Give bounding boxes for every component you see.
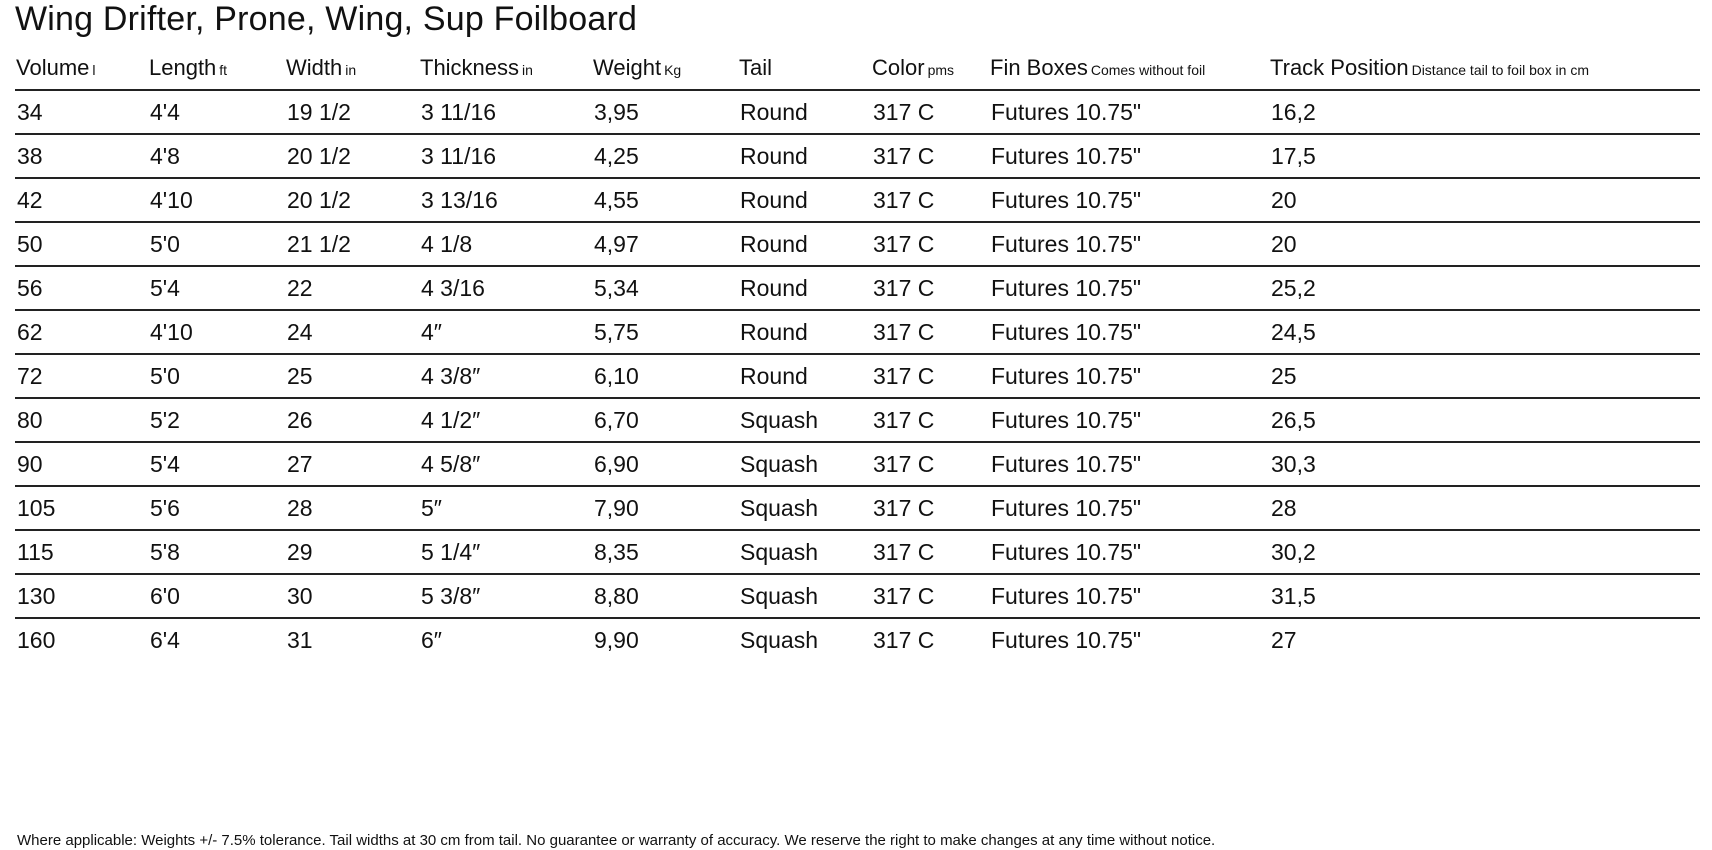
cell-thickness: 4″ bbox=[419, 310, 592, 354]
cell-fin-boxes: Futures 10.75" bbox=[989, 486, 1269, 530]
cell-color: 317 C bbox=[871, 486, 989, 530]
cell-tail: Round bbox=[738, 90, 871, 134]
cell-volume: 90 bbox=[15, 442, 148, 486]
cell-color: 317 C bbox=[871, 398, 989, 442]
table-header bbox=[15, 46, 1700, 90]
cell-tail: Squash bbox=[738, 574, 871, 618]
column-header-unit: Kg bbox=[664, 61, 682, 78]
footer-disclaimer: Where applicable: Weights +/- 7.5% tolerance. Tail widths at 30 cm from tail. No guarantee or warranty of accuracy. We reserve the right to make changes at any time without notice. bbox=[17, 832, 1216, 849]
cell-fin-boxes: Futures 10.75" bbox=[989, 574, 1269, 618]
cell-tail: Squash bbox=[738, 398, 871, 442]
cell-width: 25 bbox=[285, 354, 419, 398]
cell-color: 317 C bbox=[871, 530, 989, 574]
column-header-unit: l bbox=[92, 61, 96, 78]
cell-fin-boxes: Futures 10.75" bbox=[989, 398, 1269, 442]
cell-weight: 5,75 bbox=[592, 310, 738, 354]
cell-tail: Round bbox=[738, 310, 871, 354]
cell-length: 5'4 bbox=[148, 442, 285, 486]
cell-width: 21 1/2 bbox=[285, 222, 419, 266]
cell-width: 29 bbox=[285, 530, 419, 574]
column-header-weight bbox=[592, 46, 738, 90]
cell-color: 317 C bbox=[871, 442, 989, 486]
cell-length: 4'10 bbox=[148, 310, 285, 354]
cell-track-position: 27 bbox=[1271, 626, 1297, 653]
cell-weight: 8,80 bbox=[592, 574, 738, 618]
column-header-width bbox=[285, 46, 419, 90]
cell-thickness: 3 13/16 bbox=[419, 178, 592, 222]
cell-width: 30 bbox=[285, 574, 419, 618]
cell-tail: Squash bbox=[738, 530, 871, 574]
cell-thickness: 4 1/2″ bbox=[419, 398, 592, 442]
cell-weight: 5,34 bbox=[592, 266, 738, 310]
cell-width: 20 1/2 bbox=[285, 134, 419, 178]
column-header-thickness bbox=[419, 46, 592, 90]
cell-width: 22 bbox=[285, 266, 419, 310]
cell-volume: 105 bbox=[15, 486, 148, 530]
cell-color: 317 C bbox=[871, 574, 989, 618]
column-header-label: Volume bbox=[16, 54, 90, 80]
cell-width: 24 bbox=[285, 310, 419, 354]
cell-track-position: 25 bbox=[1269, 354, 1700, 398]
cell-color: 317 C bbox=[871, 134, 989, 178]
cell-weight: 6,10 bbox=[592, 354, 738, 398]
cell-track-position: 17,5 bbox=[1269, 134, 1700, 178]
table-row bbox=[15, 178, 1700, 222]
table-row bbox=[15, 90, 1700, 134]
cell-length: 5'0 bbox=[148, 354, 285, 398]
cell-track-position: 30,3 bbox=[1269, 442, 1700, 486]
cell-length: 5'6 bbox=[148, 486, 285, 530]
cell-length: 4'4 bbox=[148, 90, 285, 134]
cell-fin-boxes: Futures 10.75" bbox=[989, 90, 1269, 134]
column-header-unit: Comes without foil bbox=[1090, 61, 1206, 78]
column-header-unit: in bbox=[345, 61, 357, 78]
cell-weight: 4,55 bbox=[592, 178, 738, 222]
cell-fin-boxes: Futures 10.75" bbox=[989, 134, 1269, 178]
cell-volume: 62 bbox=[15, 310, 148, 354]
cell-fin-boxes: Futures 10.75" bbox=[991, 626, 1142, 653]
cell-volume: 50 bbox=[15, 222, 148, 266]
cell-color: 317 C bbox=[873, 626, 935, 653]
cell-width: 31 bbox=[287, 626, 313, 653]
table-row bbox=[15, 134, 1700, 178]
table-row bbox=[15, 266, 1700, 310]
cell-weight: 4,25 bbox=[592, 134, 738, 178]
cell-color: 317 C bbox=[871, 310, 989, 354]
cell-fin-boxes: Futures 10.75" bbox=[989, 266, 1269, 310]
cell-volume: 72 bbox=[15, 354, 148, 398]
table-row bbox=[15, 442, 1700, 486]
table-row bbox=[15, 354, 1700, 398]
cell-fin-boxes: Futures 10.75" bbox=[989, 178, 1269, 222]
column-header-unit: pms bbox=[927, 61, 955, 78]
column-header-label: Fin Boxes bbox=[990, 54, 1088, 80]
cell-thickness: 3 11/16 bbox=[419, 134, 592, 178]
column-header-label: Color bbox=[872, 54, 925, 80]
cell-track-position: 28 bbox=[1269, 486, 1700, 530]
cell-tail: Squash bbox=[738, 442, 871, 486]
cell-thickness: 4 3/8″ bbox=[419, 354, 592, 398]
cell-track-position: 20 bbox=[1269, 178, 1700, 222]
cell-length: 4'10 bbox=[148, 178, 285, 222]
cell-volume: 80 bbox=[15, 398, 148, 442]
cell-volume: 38 bbox=[15, 134, 148, 178]
cell-color: 317 C bbox=[871, 266, 989, 310]
column-header-label: Thickness bbox=[420, 54, 520, 80]
cell-weight: 9,90 bbox=[594, 626, 639, 653]
spec-table bbox=[15, 46, 1700, 661]
cell-track-position: 25,2 bbox=[1269, 266, 1700, 310]
table-body bbox=[15, 90, 1700, 661]
column-header-label: Length bbox=[149, 54, 217, 80]
column-header-fin-boxes bbox=[989, 46, 1269, 90]
cell-width: 19 1/2 bbox=[285, 90, 419, 134]
cell-weight: 6,70 bbox=[592, 398, 738, 442]
column-header-label: Width bbox=[286, 54, 343, 80]
table-row bbox=[15, 618, 1700, 661]
column-header-track-position bbox=[1269, 46, 1700, 90]
cell-track-position: 20 bbox=[1269, 222, 1700, 266]
cell-thickness: 3 11/16 bbox=[419, 90, 592, 134]
cell-length: 6'4 bbox=[150, 626, 180, 653]
cell-weight: 6,90 bbox=[592, 442, 738, 486]
cell-length: 6'0 bbox=[148, 574, 285, 618]
column-header-label: Weight bbox=[593, 54, 662, 80]
column-header-label: Track Position bbox=[1270, 54, 1409, 80]
column-header-volume bbox=[15, 46, 148, 90]
cell-tail: Round bbox=[738, 354, 871, 398]
column-header-color bbox=[871, 46, 989, 90]
column-header-label: Tail bbox=[739, 54, 773, 80]
cell-volume: 115 bbox=[15, 530, 148, 574]
table-row bbox=[15, 222, 1700, 266]
cell-fin-boxes: Futures 10.75" bbox=[989, 310, 1269, 354]
cell-thickness: 5″ bbox=[419, 486, 592, 530]
cell-track-position: 30,2 bbox=[1269, 530, 1700, 574]
cell-thickness: 5 3/8″ bbox=[419, 574, 592, 618]
column-header-unit: Distance tail to foil box in cm bbox=[1411, 61, 1589, 78]
cell-thickness: 6″ bbox=[421, 626, 442, 653]
table-row bbox=[15, 398, 1700, 442]
cell-volume: 56 bbox=[15, 266, 148, 310]
cell-length: 5'8 bbox=[148, 530, 285, 574]
cell-volume: 130 bbox=[15, 574, 148, 618]
table-row bbox=[15, 574, 1700, 618]
cell-track-position: 16,2 bbox=[1269, 90, 1700, 134]
cell-color: 317 C bbox=[871, 222, 989, 266]
cell-fin-boxes: Futures 10.75" bbox=[989, 354, 1269, 398]
cell-tail: Round bbox=[738, 134, 871, 178]
cell-length: 5'4 bbox=[148, 266, 285, 310]
cell-thickness: 5 1/4″ bbox=[419, 530, 592, 574]
cell-tail: Round bbox=[738, 266, 871, 310]
cell-color: 317 C bbox=[871, 90, 989, 134]
cell-length: 5'2 bbox=[148, 398, 285, 442]
cell-weight: 7,90 bbox=[592, 486, 738, 530]
cell-thickness: 4 5/8″ bbox=[419, 442, 592, 486]
table-row bbox=[15, 530, 1700, 574]
cell-volume: 34 bbox=[15, 90, 148, 134]
table-row bbox=[15, 486, 1700, 530]
cell-width: 26 bbox=[285, 398, 419, 442]
cell-fin-boxes: Futures 10.75" bbox=[989, 442, 1269, 486]
column-header-length bbox=[148, 46, 285, 90]
cell-width: 28 bbox=[285, 486, 419, 530]
column-header-unit: ft bbox=[219, 61, 228, 78]
cell-tail: Round bbox=[738, 222, 871, 266]
cell-volume: 160 bbox=[17, 626, 56, 653]
cell-color: 317 C bbox=[871, 354, 989, 398]
cell-volume: 42 bbox=[15, 178, 148, 222]
cell-track-position: 24,5 bbox=[1269, 310, 1700, 354]
cell-length: 5'0 bbox=[148, 222, 285, 266]
cell-tail: Squash bbox=[740, 626, 819, 653]
cell-length: 4'8 bbox=[148, 134, 285, 178]
cell-width: 20 1/2 bbox=[285, 178, 419, 222]
cell-weight: 4,97 bbox=[592, 222, 738, 266]
cell-fin-boxes: Futures 10.75" bbox=[989, 222, 1269, 266]
column-header-tail bbox=[738, 46, 871, 90]
header-row bbox=[15, 46, 1700, 90]
cell-fin-boxes: Futures 10.75" bbox=[989, 530, 1269, 574]
cell-width: 27 bbox=[285, 442, 419, 486]
cell-weight: 8,35 bbox=[592, 530, 738, 574]
table-row bbox=[15, 310, 1700, 354]
cell-weight: 3,95 bbox=[592, 90, 738, 134]
column-header-unit: in bbox=[522, 61, 533, 78]
cell-thickness: 4 3/16 bbox=[419, 266, 592, 310]
cell-track-position: 26,5 bbox=[1269, 398, 1700, 442]
cell-track-position: 31,5 bbox=[1269, 574, 1700, 618]
page-title: Wing Drifter, Prone, Wing, Sup Foilboard bbox=[15, 0, 638, 38]
cell-thickness: 4 1/8 bbox=[419, 222, 592, 266]
cell-color: 317 C bbox=[871, 178, 989, 222]
cell-tail: Squash bbox=[738, 486, 871, 530]
cell-tail: Round bbox=[738, 178, 871, 222]
